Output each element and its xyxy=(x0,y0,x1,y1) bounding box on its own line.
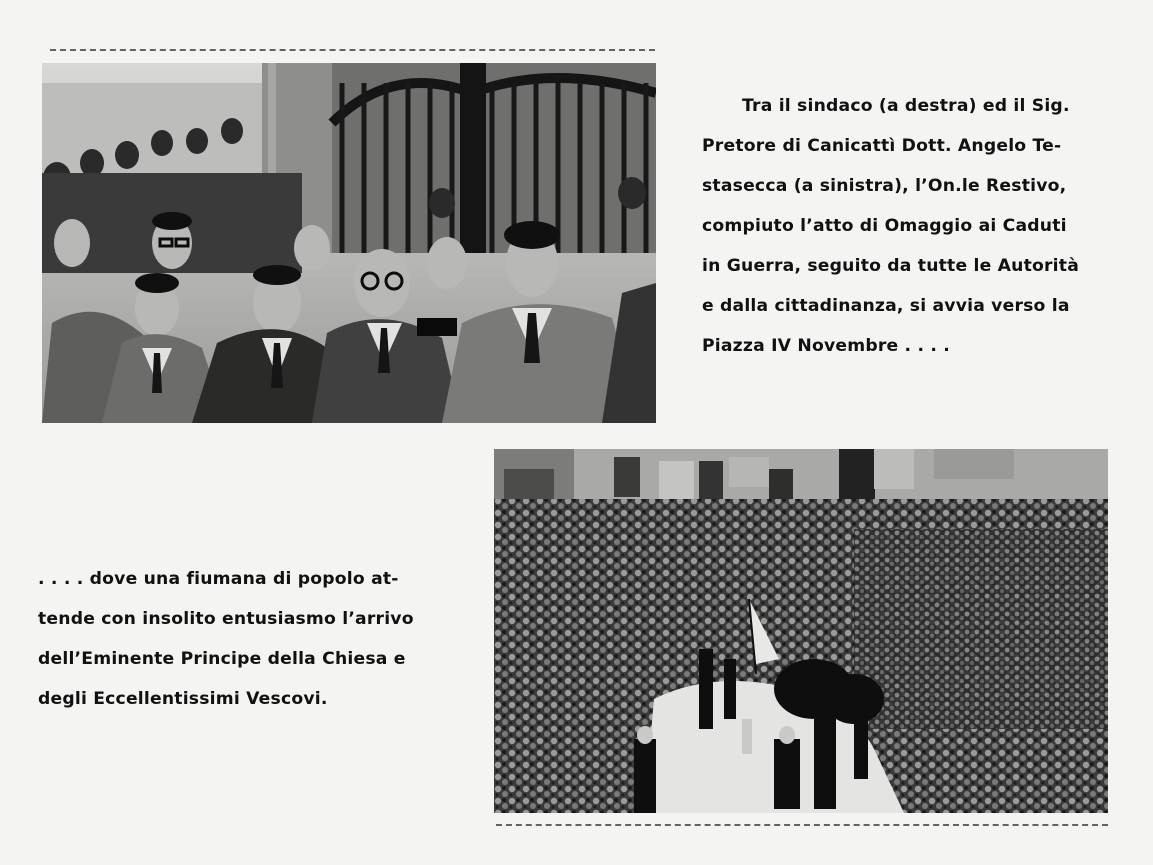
caption-right-line: e dalla cittadinanza, si avvia verso la xyxy=(702,296,1070,316)
caption-right-line: Pretore di Canicattì Dott. Angelo Te- xyxy=(702,136,1062,156)
caption-right-line: compiuto l’atto di Omaggio ai Caduti xyxy=(702,216,1067,236)
caption-right xyxy=(702,86,1118,366)
caption-left xyxy=(38,559,448,719)
caption-left-line: dell’Eminente Principe della Chiesa e xyxy=(38,649,406,669)
caption-right-line: Piazza IV Novembre . . . . xyxy=(702,336,951,356)
caption-right-line: in Guerra, seguito da tutte le Autorità xyxy=(702,256,1079,276)
caption-right-line: stasecca (a sinistra), l’On.le Restivo, xyxy=(702,176,1067,196)
bottom-divider xyxy=(496,824,1108,826)
top-divider xyxy=(50,49,655,51)
caption-right-line: Tra il sindaco (a destra) ed il Sig. xyxy=(742,96,1070,116)
photo-crowd-in-square-icon xyxy=(494,449,1108,813)
caption-left-line: degli Eccellentissimi Vescovi. xyxy=(38,689,328,709)
caption-left-line: . . . . dove una fiumana di popolo at- xyxy=(38,569,399,589)
photo-dignitaries-at-gate-icon xyxy=(42,63,656,423)
caption-left-line: tende con insolito entusiasmo l’arrivo xyxy=(38,609,414,629)
